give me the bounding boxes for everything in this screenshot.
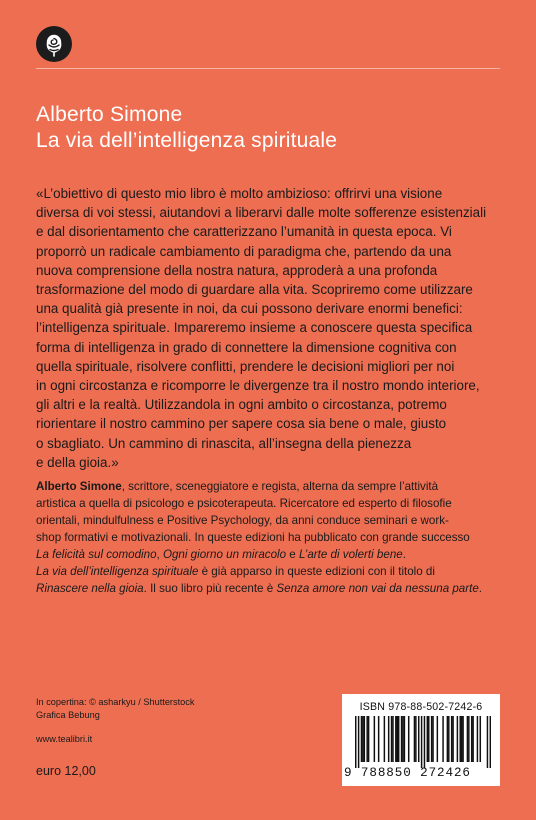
quote-line: diversa di voi stessi, aiutandovi a liberarvi dalle molte sofferenze esistenziali — [36, 205, 487, 221]
quote-line: o sbagliato. Un cammino di rinascita, all’insegna della pienezza — [36, 435, 412, 451]
book-title-italic: La via dell’intelligenza spirituale — [36, 565, 199, 578]
bio-text: . — [478, 582, 483, 595]
bio-line — [36, 546, 504, 563]
book-title-italic: L’arte di volerti bene — [298, 548, 403, 561]
bio-author-name: Alberto Simone — [36, 480, 122, 493]
quote-line: gli altri e la realtà. Utilizzandola in ogni ambito o circostanza, potremo — [36, 397, 447, 413]
barcode-bar — [355, 716, 356, 768]
quote-line: quella spirituale, risolvere conflitti, prendere le decisioni migliori per noi — [36, 358, 455, 374]
book-title-italic: Senza amore non vai da nessuna parte — [276, 582, 479, 595]
barcode-bar — [427, 716, 428, 762]
barcode-bars-icon — [355, 716, 491, 768]
barcode-bar — [398, 716, 399, 762]
barcode-bar — [480, 716, 481, 762]
bio-line: orientali, mindulfulness e Positive Psychology, da anni conduce seminari e work- — [36, 514, 449, 527]
book-title-italic: La felicità sul comodino — [36, 548, 157, 561]
author-heading: Alberto Simone — [36, 103, 183, 126]
barcode-bar — [428, 716, 429, 762]
barcode-bar — [452, 716, 453, 762]
quote-line: riorientare il nostro cammino per sapere cosa sia bene o male, giusto — [36, 416, 447, 432]
barcode-bar — [477, 716, 478, 762]
rose-icon — [40, 30, 68, 58]
quote-line: trasformazione del modo di guardare alla vita. Scopriremo come utilizzare — [36, 282, 473, 298]
barcode-bar — [468, 716, 469, 762]
barcode-bar — [421, 716, 422, 768]
bio-line: shop formativi e motivazionali. In queste edizioni ha pubblicato con grande successo — [36, 531, 470, 544]
barcode-bar — [391, 716, 392, 762]
barcode-bar — [414, 716, 415, 762]
header-divider — [36, 68, 500, 69]
barcode-bar — [358, 716, 359, 768]
barcode-bar — [395, 716, 396, 762]
blurb-quote — [36, 184, 504, 472]
barcode-bar — [384, 716, 385, 762]
quote-line: forma di intelligenza in grado di connettere la dimensione cognitiva con — [36, 339, 457, 355]
bio-line: artistica a quella di psicologo e psicoterapeuta. Ricercatore ed esperto di filosofie — [36, 497, 452, 510]
barcode-bar — [442, 716, 443, 762]
barcode-bar — [457, 716, 458, 762]
quote-line: proporrò un radicale cambiamento di paradigma che, partendo da una — [36, 243, 452, 259]
barcode-bar — [451, 716, 452, 762]
barcode-bar — [392, 716, 393, 762]
quote-line: e dal disorientamento che caratterizzano l’umanità in questa epoca. Vi — [36, 224, 452, 240]
barcode-bar — [374, 716, 375, 762]
bio-text: , scrittore, sceneggiatore e regista, alterna da sempre l’attività — [121, 480, 439, 493]
barcode-bar — [487, 716, 488, 768]
book-title-italic: Ogni giorno un miracolo — [162, 548, 287, 561]
barcode-bar — [431, 716, 432, 762]
bio-text: , — [156, 548, 163, 561]
barcode-bar — [415, 716, 416, 762]
bio-line — [36, 580, 504, 597]
barcode-bar — [437, 716, 438, 762]
barcode-bar — [471, 716, 472, 762]
barcode-bar — [432, 716, 433, 762]
bio-line — [36, 478, 504, 495]
author-bio — [36, 478, 504, 597]
book-title-italic: Rinascere nella gioia — [36, 582, 144, 595]
design-credit: Grafica Bebung — [36, 710, 100, 721]
credits — [36, 696, 194, 723]
barcode-bar — [378, 716, 379, 762]
bio-line — [36, 563, 504, 580]
publisher-rose-logo-icon — [36, 26, 72, 62]
quote-line: in ogni circostanza e ricomporre le divergenze tra il nostro mondo interiore, — [36, 378, 480, 394]
barcode-bar — [447, 716, 448, 762]
barcode-bar — [490, 716, 491, 768]
isbn-barcode — [342, 694, 500, 786]
barcode-bar — [472, 716, 473, 762]
barcode-bar — [368, 716, 369, 762]
bio-text: . Il suo libro più recente è — [143, 582, 277, 595]
barcode-bar — [424, 716, 425, 768]
barcode-bar — [388, 716, 389, 762]
barcode-bar — [361, 716, 362, 762]
quote-line: una qualità già presente in noi, da cui possono derivare enormi benefici: — [36, 301, 463, 317]
barcode-bar — [418, 716, 419, 762]
barcode-bar — [462, 716, 463, 762]
bio-text: è già apparso in queste edizioni con il titolo di — [198, 565, 435, 578]
quote-line: l’intelligenza spirituale. Impareremo insieme a conoscere questa specifica — [36, 320, 473, 336]
barcode-bar — [366, 716, 367, 762]
bio-text: e — [286, 548, 299, 561]
barcode-bar — [401, 716, 402, 762]
website-link[interactable]: www.tealibri.it — [36, 734, 93, 744]
barcode-bar — [461, 716, 462, 762]
cover-credit: In copertina: © asharkyu / Shutterstock — [36, 697, 195, 707]
price-label: euro 12,00 — [36, 764, 96, 778]
quote-line: e della gioia.» — [36, 454, 119, 470]
barcode-bar — [402, 716, 403, 762]
barcode-bar — [408, 716, 409, 762]
book-title: La via dell’intelligenza spirituale — [36, 129, 338, 152]
quote-line: «L’obiettivo di questo mio libro è molto ambizioso: offrirvi una visione — [36, 186, 443, 201]
quote-line: nuova comprensione della nostra natura, approderà a una profonda — [36, 262, 438, 278]
bio-text: . — [402, 548, 406, 561]
isbn-label: ISBN 978-88-502-7242-6 — [359, 701, 483, 713]
barcode-bar — [364, 716, 365, 762]
barcode-digits: 9 788850 272426 — [344, 766, 471, 780]
barcode-bar — [362, 716, 363, 762]
barcode-bar — [397, 716, 398, 762]
barcode-bar — [404, 716, 405, 762]
barcode-bar — [467, 716, 468, 762]
barcode-bar — [460, 716, 461, 762]
barcode-bar — [448, 716, 449, 762]
